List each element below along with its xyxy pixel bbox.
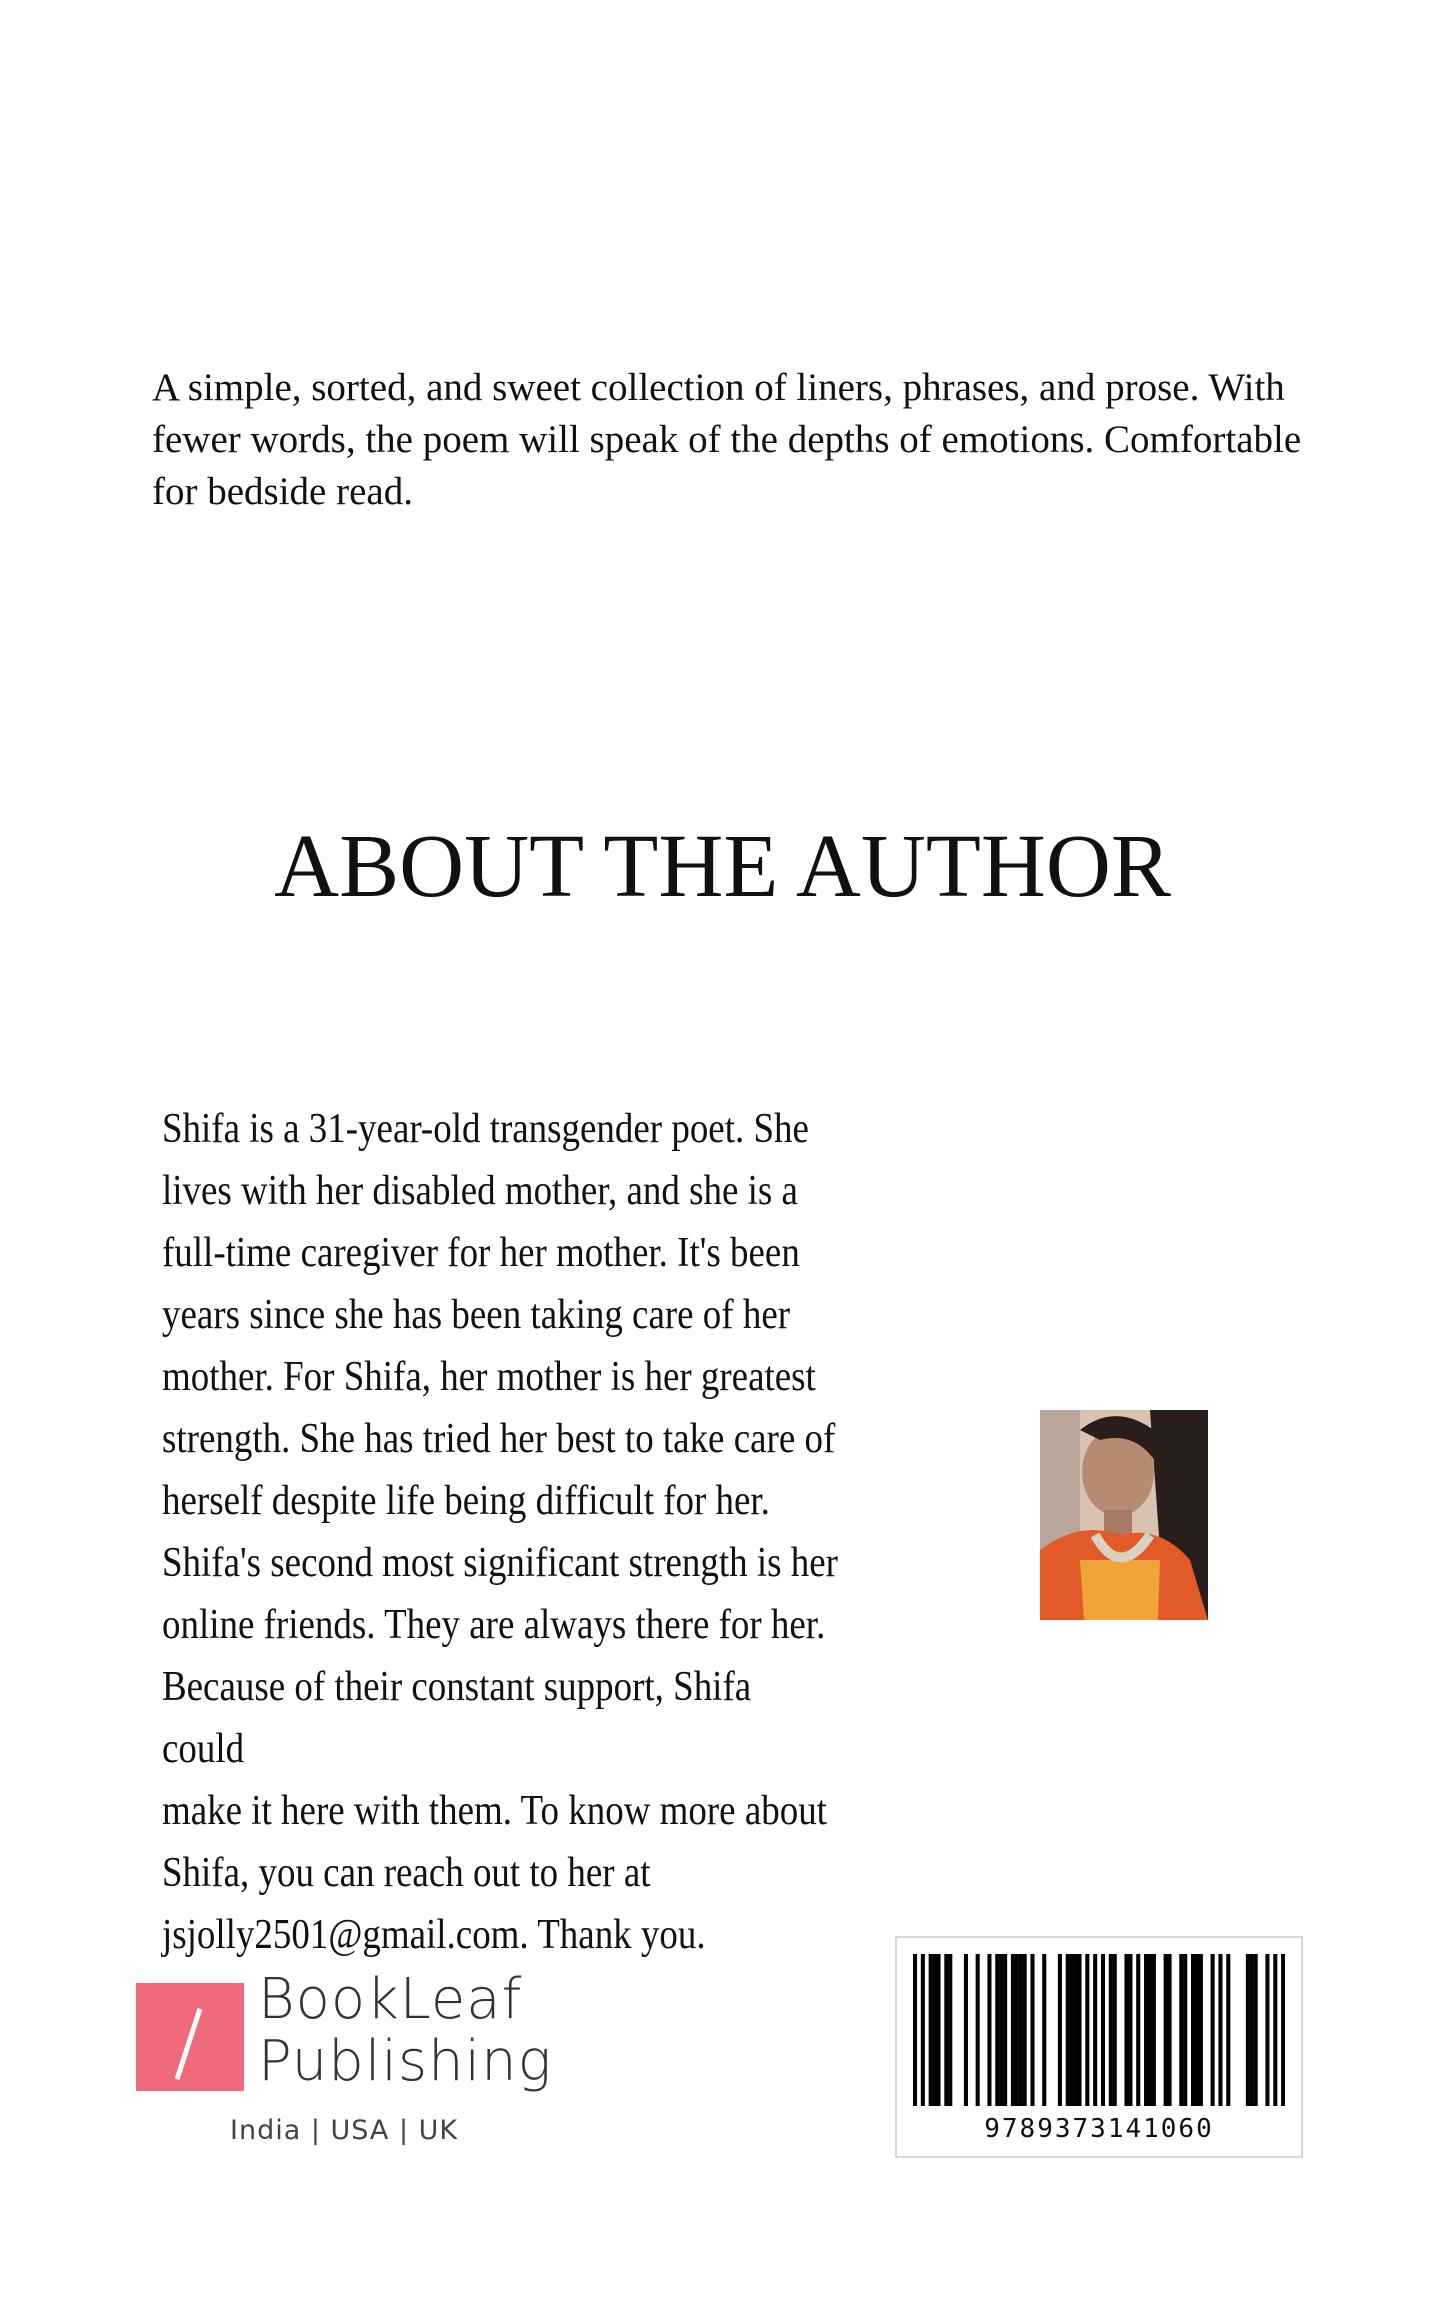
barcode-bar: [936, 1954, 940, 2106]
barcode-bar: [995, 1954, 999, 2106]
barcode-bar: [948, 1954, 952, 2106]
barcode-bar: [1183, 1954, 1187, 2106]
barcode-bar: [1144, 1954, 1148, 2106]
barcode-bar: [1124, 1954, 1128, 2106]
barcode-bar: [1011, 1954, 1015, 2106]
barcode-bar: [933, 1954, 937, 2106]
barcode-bar: [944, 1954, 948, 2106]
barcode-bar: [1250, 1954, 1254, 2106]
about-the-author-heading: ABOUT THE AUTHOR: [274, 817, 1171, 916]
barcode-bar: [1179, 1954, 1183, 2106]
barcode-bar: [976, 1954, 980, 2106]
barcode-bar: [1077, 1954, 1081, 2106]
barcode-bar: [1273, 1954, 1277, 2106]
barcode-bar: [1152, 1954, 1156, 2106]
barcode-bar: [1218, 1954, 1222, 2106]
barcode-bar: [1164, 1954, 1168, 2106]
barcode-bar: [1281, 1954, 1285, 2106]
barcode-bar: [1042, 1954, 1046, 2106]
barcode-bar: [913, 1954, 917, 2106]
barcode-bar: [1199, 1954, 1203, 2106]
barcode-bar: [1136, 1954, 1140, 2106]
barcode-bar: [1195, 1954, 1199, 2106]
barcode-bar: [1191, 1954, 1195, 2106]
barcode-bars: [913, 1954, 1285, 2106]
isbn-number: 9789373141060: [984, 2114, 1214, 2144]
barcode-bar: [1003, 1954, 1007, 2106]
slash-icon: [175, 2008, 203, 2080]
barcode-bar: [1015, 1954, 1019, 2106]
barcode-bar: [1070, 1954, 1074, 2106]
publisher-regions: India | USA | UK: [230, 2115, 459, 2146]
barcode-bar: [964, 1954, 968, 2106]
publisher-name: BookLeaf Publishing: [258, 1967, 553, 2094]
barcode-bar: [1168, 1954, 1172, 2106]
book-blurb: A simple, sorted, and sweet collection of liners, phrases, and prose. With fewer words, the poem will speak of the depths of emotions. Comfortable for bedside read.: [152, 366, 1302, 513]
barcode-bar: [1265, 1954, 1269, 2106]
barcode-bar: [1023, 1954, 1027, 2106]
barcode-bar: [1085, 1954, 1089, 2106]
barcode-bar: [1074, 1954, 1078, 2106]
publisher-logo-mark: [136, 1983, 244, 2091]
barcode-bar: [1148, 1954, 1152, 2106]
barcode-bar: [1058, 1954, 1062, 2106]
barcode-bar: [1030, 1954, 1034, 2106]
barcode-bar: [1066, 1954, 1070, 2106]
barcode-bar: [987, 1954, 991, 2106]
isbn-barcode: [895, 1936, 1303, 2158]
barcode-bar: [1128, 1954, 1132, 2106]
bookleaf-publishing-logo: [136, 1967, 556, 2155]
barcode-bar: [1101, 1954, 1105, 2106]
barcode-bar: [1211, 1954, 1215, 2106]
barcode-bar: [1254, 1954, 1258, 2106]
barcode-bar: [999, 1954, 1003, 2106]
barcode-bar: [1109, 1954, 1113, 2106]
barcode-bar: [921, 1954, 925, 2106]
author-bio: Shifa is a 31-year-old transgender poet. She lives with her disabled mother, and she is a full-time caregiver for her mother. It's been years since she has been taking care of her mother. For Shifa, her mother is her greatest strength. She has tried her best to take care of herself despite life being difficult for her. Shifa's second most significant strength is her online friends. They are always there for her. Because of their constant support, Shifa could make it here with them. To know more about Shifa, you can reach out to her at jsjolly2501@gmail.com. Thank you.: [162, 1106, 838, 1958]
author-photo: [1040, 1410, 1208, 1620]
barcode-bar: [1226, 1954, 1230, 2106]
barcode-bar: [1246, 1954, 1250, 2106]
barcode-bar: [929, 1954, 933, 2106]
barcode-bar: [1019, 1954, 1023, 2106]
barcode-bar: [1093, 1954, 1097, 2106]
barcode-bar: [1113, 1954, 1117, 2106]
